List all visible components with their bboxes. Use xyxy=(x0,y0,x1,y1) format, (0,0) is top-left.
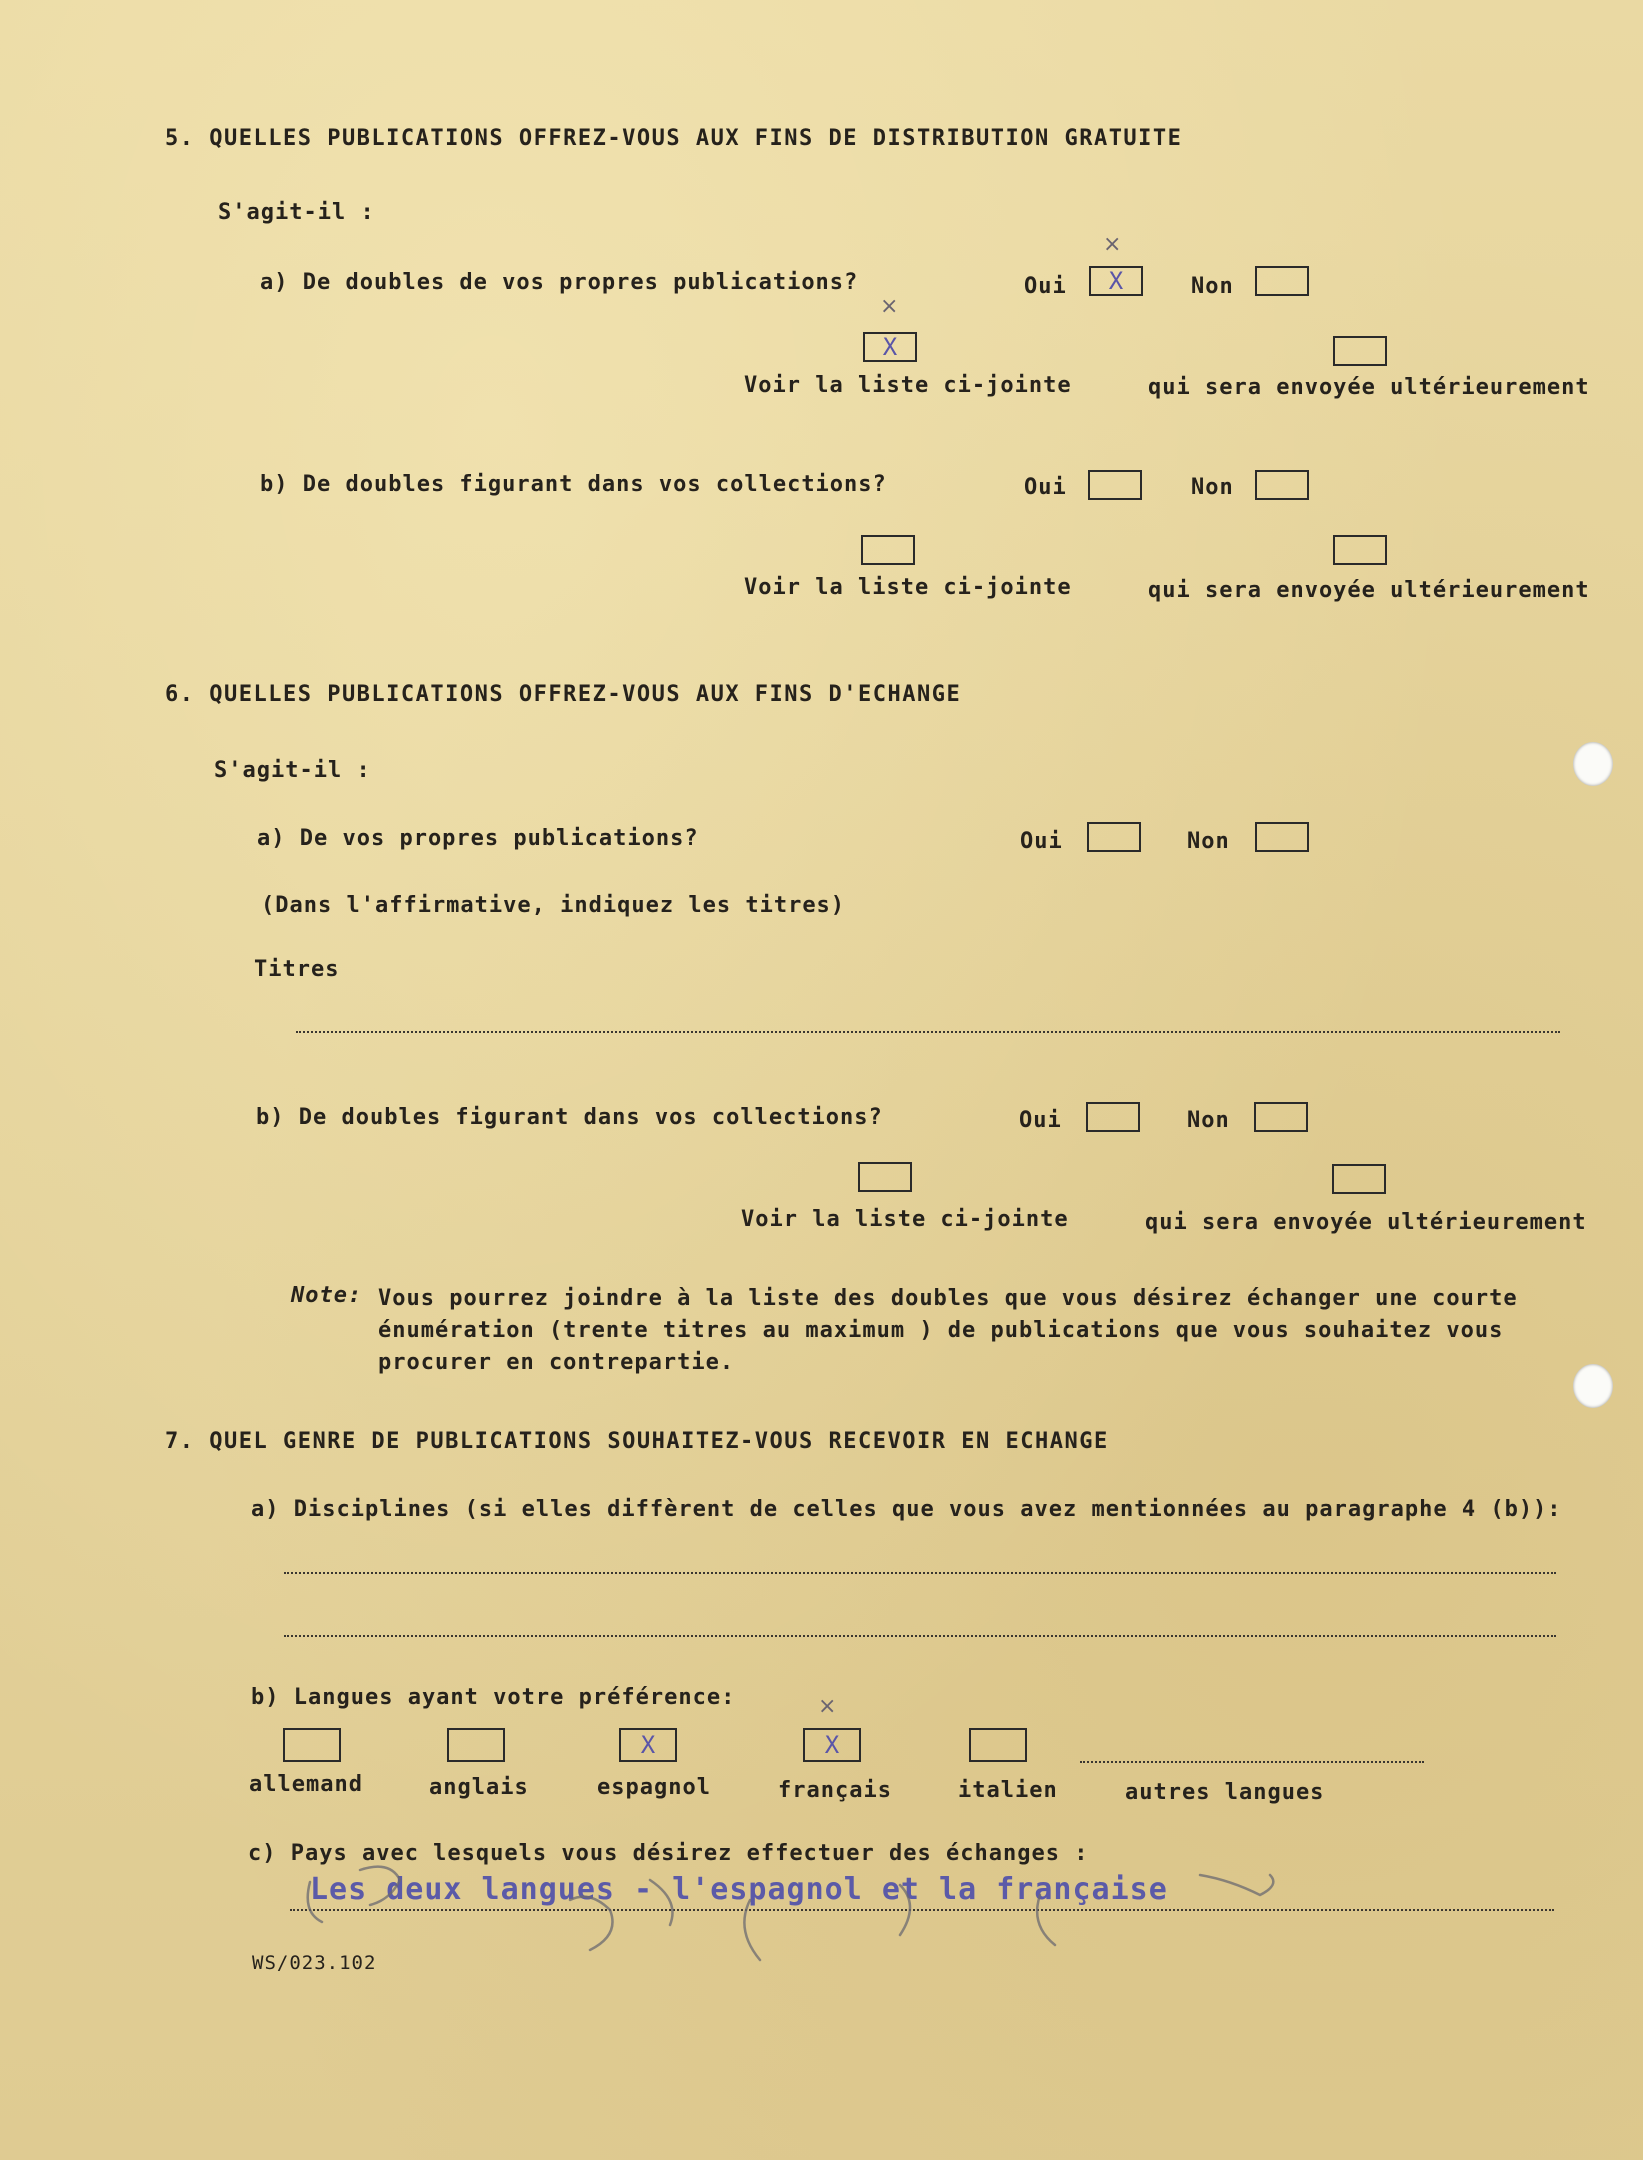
section-7c-label: c) Pays avec lesquels vous désirez effectuer des échanges : xyxy=(248,1841,1089,1866)
section-6-note-line-2: énumération (trente titres au maximum ) de publications que vous souhaitez vous xyxy=(378,1318,1504,1343)
tick-mark-icon: × xyxy=(1103,232,1122,257)
section-6a-oui-checkbox[interactable] xyxy=(1087,822,1141,852)
footer-reference: WS/023.102 xyxy=(252,1952,377,1974)
section-6b-ulter-checkbox[interactable] xyxy=(1332,1164,1386,1194)
section-7a-field-1[interactable] xyxy=(284,1572,1556,1574)
section-7a-label: a) Disciplines (si elles diffèrent de celles que vous avez mentionnées au paragraphe 4 (b)): xyxy=(251,1497,1562,1522)
section-5a-ulter-label: qui sera envoyée ultérieurement xyxy=(1148,375,1590,400)
punch-hole-upper xyxy=(1573,742,1613,786)
section-6-sagit: S'agit-il : xyxy=(214,758,371,783)
section-5-sagit: S'agit-il : xyxy=(218,200,375,225)
section-6a-label: a) De vos propres publications? xyxy=(257,826,699,851)
section-6b-non-label: Non xyxy=(1187,1108,1230,1133)
section-5a-liste-label: Voir la liste ci-jointe xyxy=(744,373,1072,398)
section-5a-label: a) De doubles de vos propres publications? xyxy=(260,270,859,295)
language-francais-label: français xyxy=(778,1778,892,1803)
section-5b-label: b) De doubles figurant dans vos collections? xyxy=(260,472,887,497)
section-6-affirm-note: (Dans l'affirmative, indiquez les titres) xyxy=(261,893,846,918)
language-italien-checkbox[interactable] xyxy=(969,1728,1027,1762)
language-anglais-label: anglais xyxy=(429,1775,529,1800)
section-5a-liste-checkbox[interactable]: X xyxy=(863,332,917,362)
language-italien-label: italien xyxy=(958,1778,1058,1803)
language-anglais-checkbox[interactable] xyxy=(447,1728,505,1762)
section-6a-non-checkbox[interactable] xyxy=(1255,822,1309,852)
section-5b-oui-label: Oui xyxy=(1024,475,1067,500)
language-allemand-label: allemand xyxy=(249,1772,363,1797)
section-6-note-line-1: Vous pourrez joindre à la liste des doubles que vous désirez échanger une courte xyxy=(378,1286,1518,1311)
section-7-heading: 7. QUEL GENRE DE PUBLICATIONS SOUHAITEZ-VOUS RECEVOIR EN ECHANGE xyxy=(165,1429,1109,1454)
tick-mark-icon: × xyxy=(818,1694,837,1719)
section-5b-liste-checkbox[interactable] xyxy=(861,535,915,565)
language-francais-checkbox[interactable]: X xyxy=(803,1728,861,1762)
section-5b-non-label: Non xyxy=(1191,475,1234,500)
section-5a-ulter-checkbox[interactable] xyxy=(1333,336,1387,366)
section-6b-oui-label: Oui xyxy=(1019,1108,1062,1133)
section-6-note-label: Note: xyxy=(291,1283,363,1308)
section-5a-oui-label: Oui xyxy=(1024,274,1067,299)
section-5a-non-checkbox[interactable] xyxy=(1255,266,1309,296)
section-5b-oui-checkbox[interactable] xyxy=(1088,470,1142,500)
section-6b-liste-checkbox[interactable] xyxy=(858,1162,912,1192)
section-6b-non-checkbox[interactable] xyxy=(1254,1102,1308,1132)
section-7a-field-2[interactable] xyxy=(284,1635,1556,1637)
autres-langues-field[interactable] xyxy=(1080,1761,1424,1763)
section-7b-label: b) Langues ayant votre préférence: xyxy=(251,1685,736,1710)
section-5a-oui-checkbox[interactable]: X xyxy=(1089,266,1143,296)
language-espagnol-checkbox[interactable]: X xyxy=(619,1728,677,1762)
section-6b-label: b) De doubles figurant dans vos collections? xyxy=(256,1105,883,1130)
section-5b-ulter-checkbox[interactable] xyxy=(1333,535,1387,565)
section-6b-liste-label: Voir la liste ci-jointe xyxy=(741,1207,1069,1232)
section-6-titres-field[interactable] xyxy=(296,1031,1560,1033)
section-5b-non-checkbox[interactable] xyxy=(1255,470,1309,500)
section-7c-answer[interactable]: Les deux langues - l'espagnol et la française xyxy=(310,1872,1168,1907)
section-6a-oui-label: Oui xyxy=(1020,829,1063,854)
section-6b-oui-checkbox[interactable] xyxy=(1086,1102,1140,1132)
language-espagnol-label: espagnol xyxy=(597,1775,711,1800)
section-6-note-line-3: procurer en contrepartie. xyxy=(378,1350,735,1375)
tick-mark-icon: × xyxy=(880,294,899,319)
section-5a-non-label: Non xyxy=(1191,274,1234,299)
language-allemand-checkbox[interactable] xyxy=(283,1728,341,1762)
punch-hole-lower xyxy=(1573,1364,1613,1408)
section-6-titres-label: Titres xyxy=(254,957,340,982)
section-6a-non-label: Non xyxy=(1187,829,1230,854)
section-5b-ulter-label: qui sera envoyée ultérieurement xyxy=(1148,578,1590,603)
section-6b-ulter-label: qui sera envoyée ultérieurement xyxy=(1145,1210,1587,1235)
section-7c-field xyxy=(290,1909,1554,1911)
section-6-heading: 6. QUELLES PUBLICATIONS OFFREZ-VOUS AUX FINS D'ECHANGE xyxy=(165,682,962,707)
section-5-heading: 5. QUELLES PUBLICATIONS OFFREZ-VOUS AUX FINS DE DISTRIBUTION GRATUITE xyxy=(165,126,1183,151)
section-5b-liste-label: Voir la liste ci-jointe xyxy=(744,575,1072,600)
autres-langues-label: autres langues xyxy=(1125,1780,1325,1805)
